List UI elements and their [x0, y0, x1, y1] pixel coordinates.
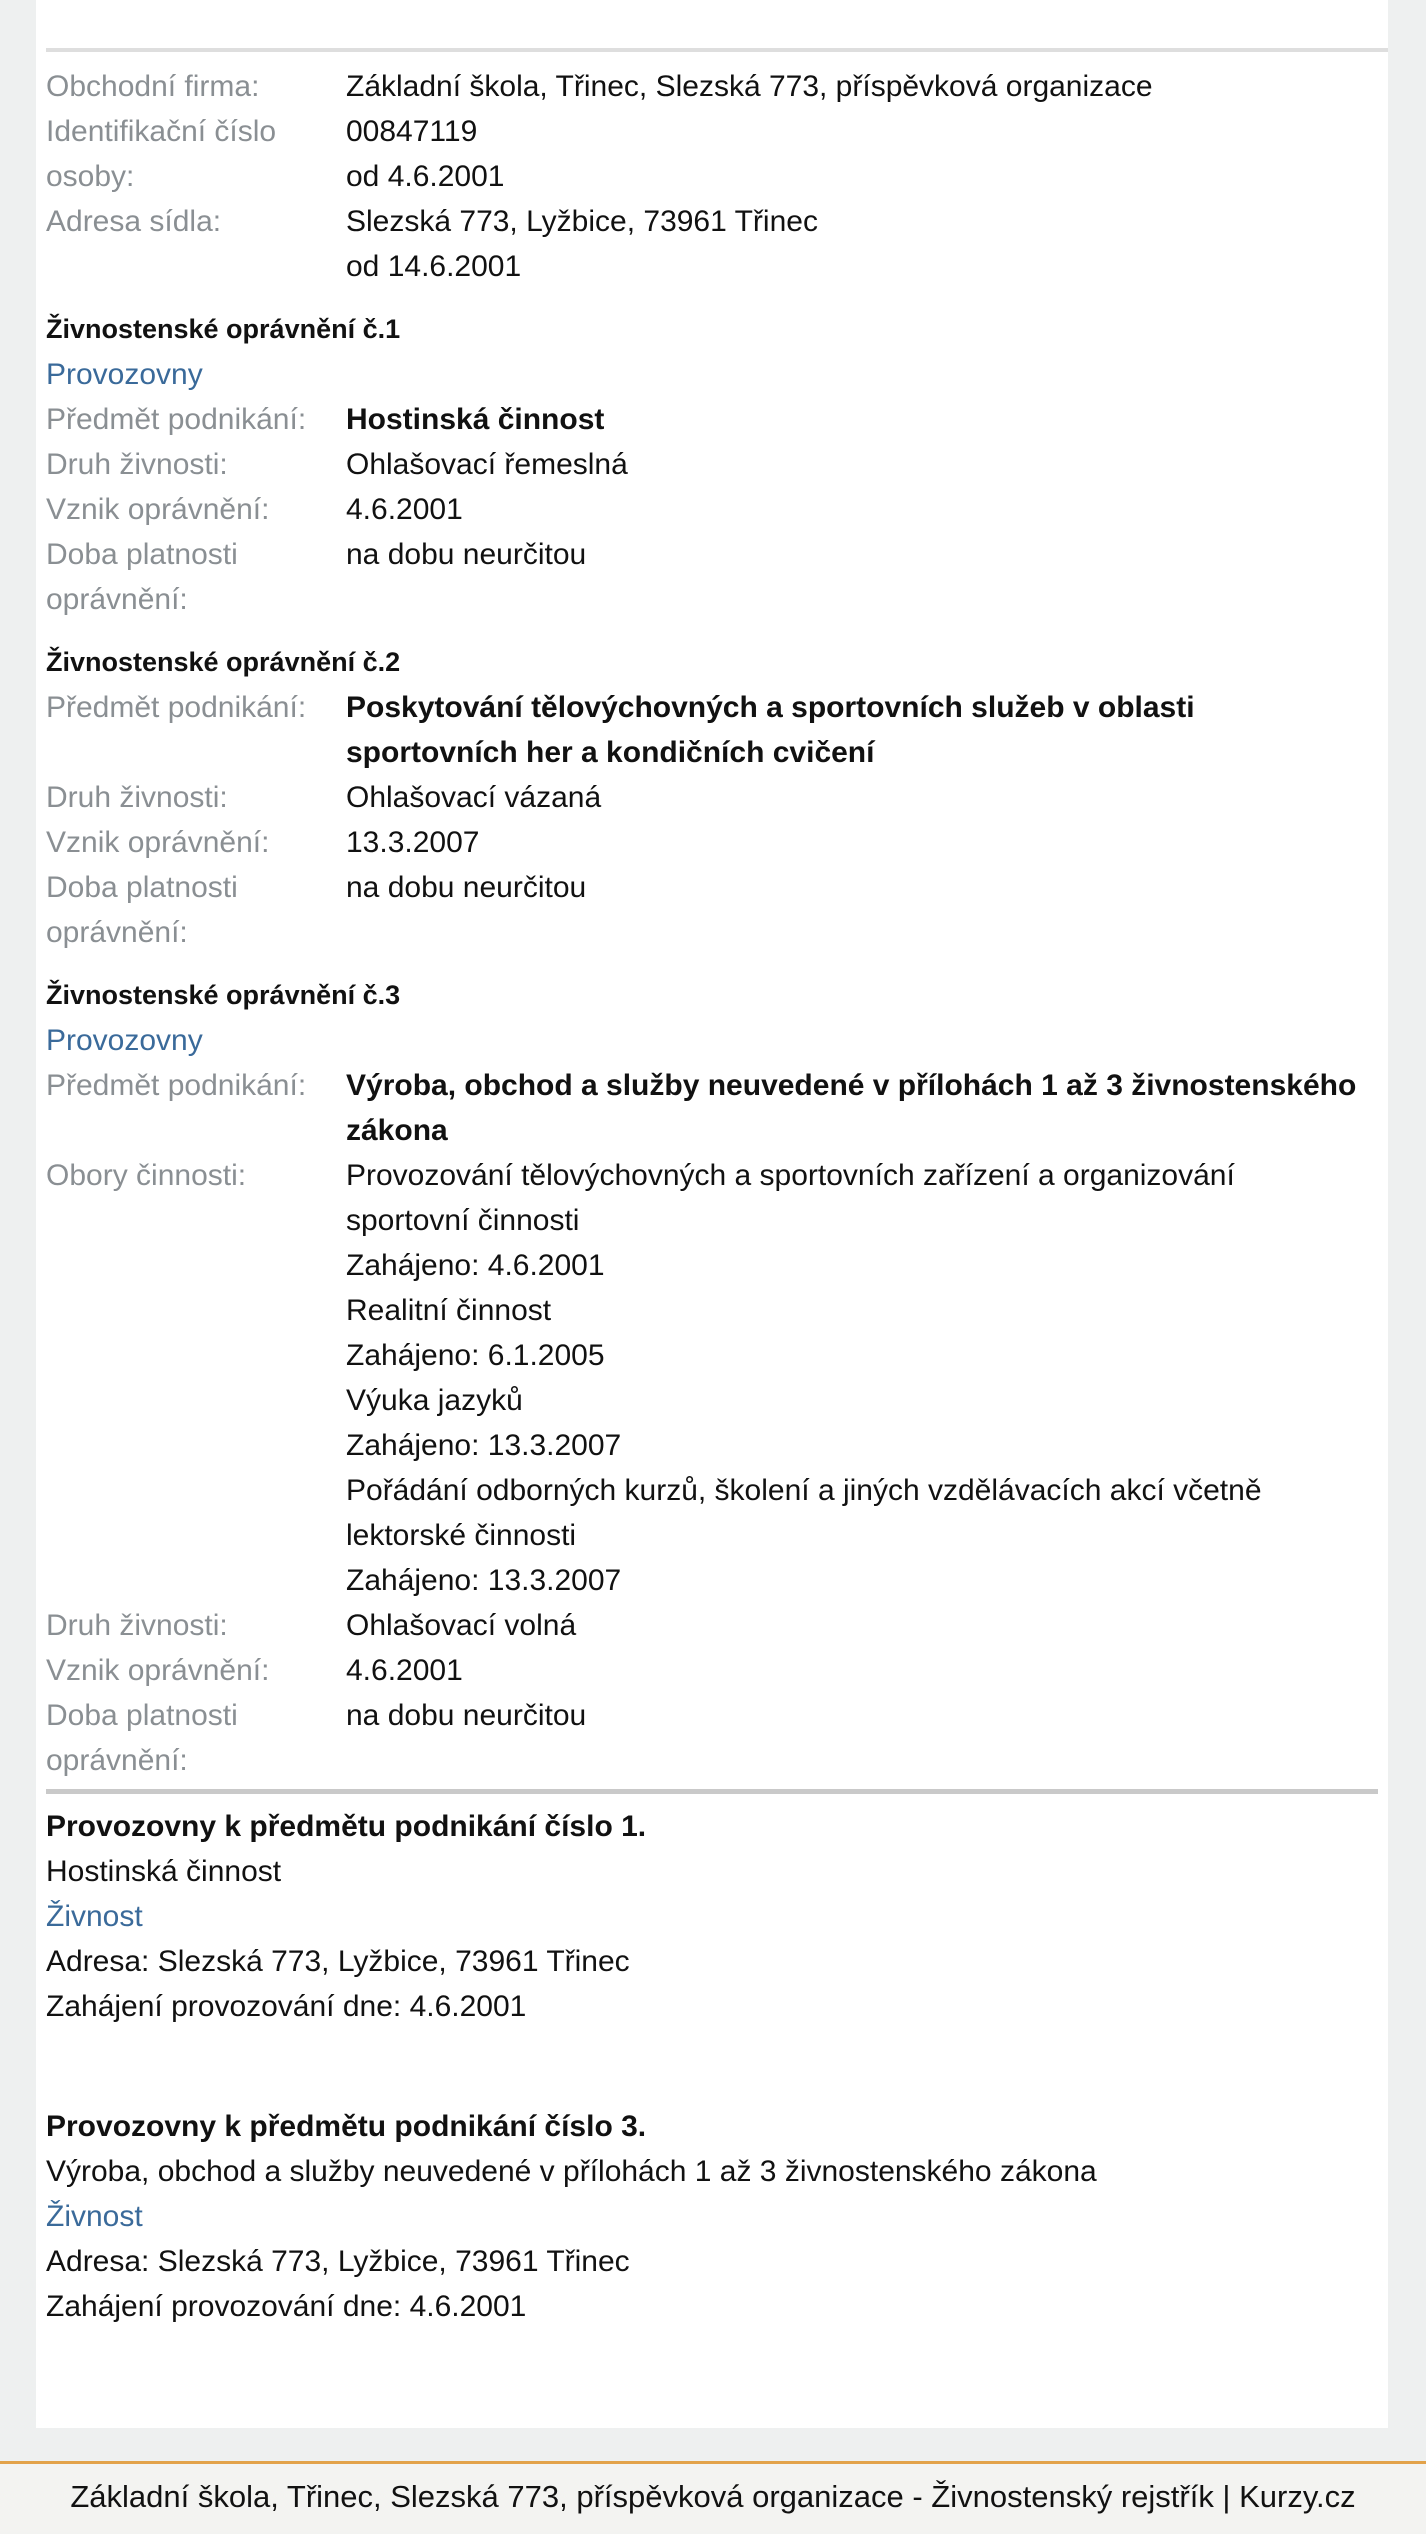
subject-label: Předmět podnikání:: [46, 403, 307, 436]
fields-list: [346, 1153, 1378, 1603]
page-content: [36, 0, 1388, 2428]
firm-label: Obchodní firma:: [46, 70, 260, 103]
validity-label-line-1: Doba platnosti: [46, 871, 238, 904]
permit-3-fields-row: [46, 1153, 1378, 1603]
subject-line-1: Poskytování tělovýchovných a sportovních služeb v oblasti: [346, 691, 1195, 724]
premises-1-trade-link[interactable]: Živnost: [46, 1900, 143, 1933]
permit-3-type-row: [46, 1603, 1378, 1648]
id-number: 00847119: [346, 115, 478, 148]
section-divider: [46, 1789, 1378, 1794]
premises-1-title: Provozovny k předmětu podnikání číslo 1.: [46, 1810, 647, 1843]
registry-record: [46, 64, 1378, 2329]
permit-3-validity-row: [46, 1693, 1378, 1783]
type-value: Ohlašovací vázaná: [346, 781, 602, 814]
premises-3-trade-link[interactable]: Živnost: [46, 2200, 143, 2233]
permit-1-subject-row: [46, 397, 1378, 442]
validity-label: [46, 865, 346, 955]
origin-value: 13.3.2007: [346, 826, 480, 859]
premises-3-title: Provozovny k předmětu podnikání číslo 3.: [46, 2110, 647, 2143]
origin-value: 4.6.2001: [346, 1654, 463, 1687]
type-label: Druh živnosti:: [46, 781, 228, 814]
id-value: [346, 109, 1378, 199]
premises-1-subject: Hostinská činnost: [46, 1855, 282, 1888]
origin-value: 4.6.2001: [346, 493, 463, 526]
permit-1-origin-row: [46, 487, 1378, 532]
permit-3-title: Živnostenské oprávnění č.3: [46, 980, 401, 1010]
subject-line-2: zákona: [346, 1114, 448, 1147]
permit-1-type-row: [46, 442, 1378, 487]
subject-line-1: Výroba, obchod a služby neuvedené v přílohách 1 až 3 živnostenského: [346, 1069, 1357, 1102]
permit-2-validity-row: [46, 865, 1378, 955]
type-value: Ohlašovací řemeslná: [346, 448, 628, 481]
subject-label: Předmět podnikání:: [46, 691, 307, 724]
validity-label-line-1: Doba platnosti: [46, 538, 238, 571]
type-label: Druh živnosti:: [46, 448, 228, 481]
permit-1-title: Živnostenské oprávnění č.1: [46, 314, 401, 344]
premises-3-start: Zahájení provozování dne: 4.6.2001: [46, 2290, 527, 2323]
id-row: [46, 109, 1378, 199]
field-line: lektorské činnosti: [346, 1519, 577, 1552]
validity-label-line-2: oprávnění:: [46, 583, 188, 616]
permit-3-subject-row: [46, 1063, 1378, 1153]
field-line: Zahájeno: 6.1.2005: [346, 1339, 605, 1372]
fields-label: Obory činnosti:: [46, 1159, 247, 1192]
field-line: Výuka jazyků: [346, 1384, 523, 1417]
subject-value: [346, 1063, 1378, 1153]
permit-2-title: Živnostenské oprávnění č.2: [46, 647, 401, 677]
validity-label-line-2: oprávnění:: [46, 916, 188, 949]
firm-row: [46, 64, 1378, 109]
permit-2-type-row: [46, 775, 1378, 820]
validity-label: [46, 1693, 346, 1783]
validity-label-line-2: oprávnění:: [46, 1744, 188, 1777]
validity-value: na dobu neurčitou: [346, 538, 587, 571]
id-label-line-1: Identifikační číslo: [46, 115, 277, 148]
field-line: Zahájeno: 13.3.2007: [346, 1429, 622, 1462]
premises-1-start: Zahájení provozování dne: 4.6.2001: [46, 1990, 527, 2023]
validity-value: na dobu neurčitou: [346, 871, 587, 904]
validity-value: na dobu neurčitou: [346, 1699, 587, 1732]
id-since: od 4.6.2001: [346, 160, 505, 193]
permit-2-origin-row: [46, 820, 1378, 865]
premises-1-address: Adresa: Slezská 773, Lyžbice, 73961 Třinec: [46, 1945, 630, 1978]
premises-3-subject: Výroba, obchod a služby neuvedené v přílohách 1 až 3 živnostenského zákona: [46, 2155, 1097, 2188]
page-footer: [0, 2461, 1426, 2534]
premises-3-address: Adresa: Slezská 773, Lyžbice, 73961 Třinec: [46, 2245, 630, 2278]
field-line: Zahájeno: 4.6.2001: [346, 1249, 605, 1282]
field-line: Provozování tělovýchovných a sportovních zařízení a organizování: [346, 1159, 1235, 1192]
field-line: Zahájeno: 13.3.2007: [346, 1564, 622, 1597]
footer-text: Základní škola, Třinec, Slezská 773, příspěvková organizace - Živnostenský rejstřík | Kurzy.cz: [70, 2479, 1356, 2514]
firm-value: Základní škola, Třinec, Slezská 773, příspěvková organizace: [346, 70, 1153, 103]
id-label: [46, 109, 346, 199]
subject-label: Předmět podnikání:: [46, 1069, 307, 1102]
type-label: Druh živnosti:: [46, 1609, 228, 1642]
permit-1-premises-link[interactable]: Provozovny: [46, 358, 203, 391]
origin-label: Vznik oprávnění:: [46, 826, 270, 859]
address-label: Adresa sídla:: [46, 205, 222, 238]
subject-value: [346, 685, 1378, 775]
permit-3-premises-link[interactable]: Provozovny: [46, 1024, 203, 1057]
address-row: [46, 199, 1378, 289]
subject-value: Hostinská činnost: [346, 403, 605, 436]
spacer: [46, 2029, 1378, 2104]
permit-2-subject-row: [46, 685, 1378, 775]
field-line: Realitní činnost: [346, 1294, 552, 1327]
origin-label: Vznik oprávnění:: [46, 493, 270, 526]
validity-label-line-1: Doba platnosti: [46, 1699, 238, 1732]
top-divider: [46, 48, 1388, 52]
field-line: Pořádání odborných kurzů, školení a jiných vzdělávacích akcí včetně: [346, 1474, 1262, 1507]
subject-line-2: sportovních her a kondičních cvičení: [346, 736, 875, 769]
address-since: od 14.6.2001: [346, 250, 522, 283]
id-label-line-2: osoby:: [46, 160, 135, 193]
type-value: Ohlašovací volná: [346, 1609, 577, 1642]
address-value: [346, 199, 1378, 289]
permit-3-origin-row: [46, 1648, 1378, 1693]
field-line: sportovní činnosti: [346, 1204, 580, 1237]
address-text: Slezská 773, Lyžbice, 73961 Třinec: [346, 205, 818, 238]
origin-label: Vznik oprávnění:: [46, 1654, 270, 1687]
validity-label: [46, 532, 346, 622]
permit-1-validity-row: [46, 532, 1378, 622]
